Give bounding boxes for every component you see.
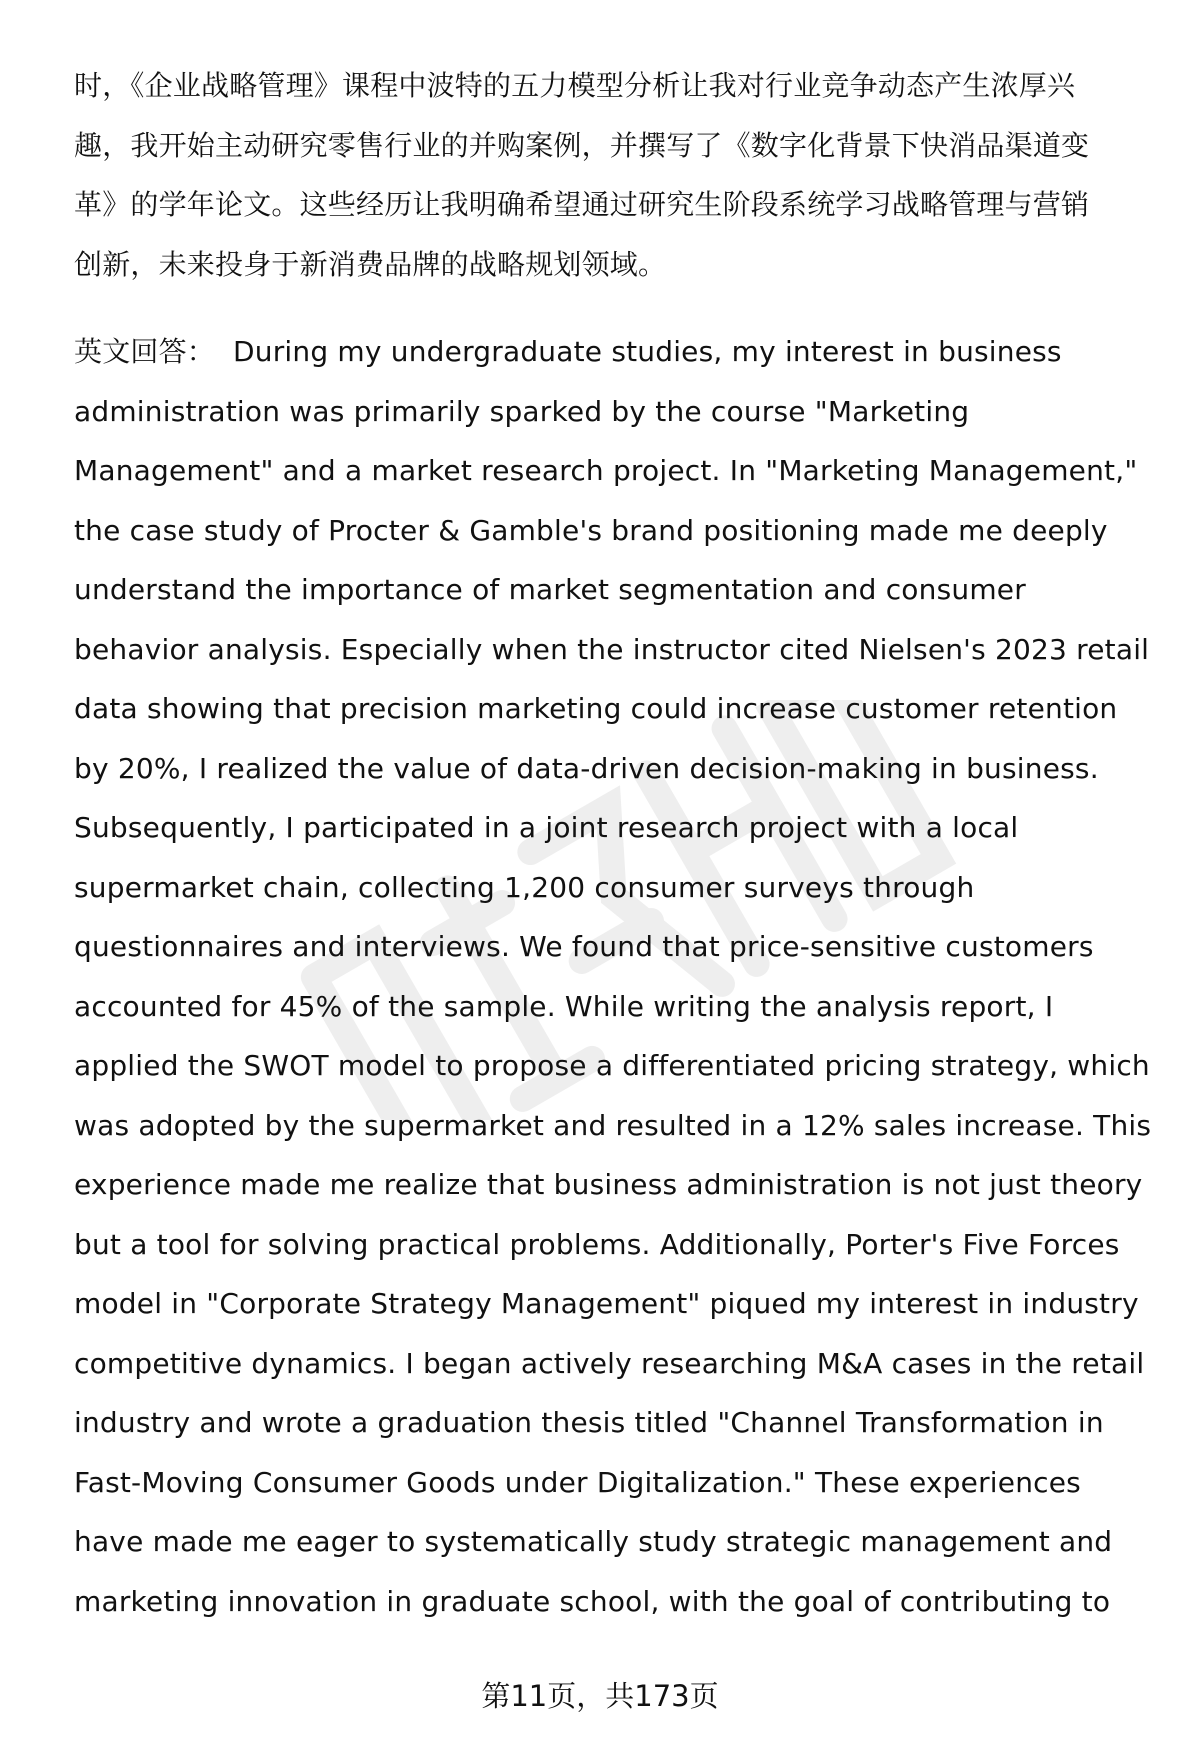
document-body [74,56,1154,1631]
en-line: experience made me realize that business administration is not just theory [74,1168,1143,1201]
english-answer-paragraph [74,322,1154,1631]
en-line: industry and wrote a graduation thesis titled "Channel Transformation in [74,1406,1104,1439]
en-line: supermarket chain, collecting 1,200 consumer surveys through [74,870,975,904]
zh-line: 革》的学年论文。这些经历让我明确希望通过研究生阶段系统学习战略管理与营销 [74,188,1090,221]
en-line: by 20%, I realized the value of data-driven decision-making in business. [74,751,1099,785]
en-line: but a tool for solving practical problems. Additionally, Porter's Five Forces [74,1227,1120,1261]
en-line: competitive dynamics. I began actively researching M&A cases in the retail [74,1346,1145,1380]
en-line: During my undergraduate studies, my interest in business [233,335,1062,368]
en-line: model in "Corporate Strategy Management" piqued my interest in industry [74,1287,1139,1320]
en-line: applied the SWOT model to propose a differentiated pricing strategy, which [74,1049,1150,1082]
zh-line: 时，《企业战略管理》课程中波特的五力模型分析让我对行业竞争动态产生浓厚兴 [74,69,1076,102]
en-first-line [74,322,1154,382]
chinese-answer-paragraph [74,56,1154,294]
en-line: marketing innovation in graduate school, with the goal of contributing to [74,1584,1111,1618]
en-line: administration was primarily sparked by the course "Marketing [74,394,970,428]
en-line: Fast-Moving Consumer Goods under Digitalization." These experiences [74,1465,1081,1499]
en-line: have made me eager to systematically study strategic management and [74,1525,1113,1558]
page-number-footer: 第11页，共173页 [481,1679,719,1713]
en-line: the case study of Procter & Gamble's brand positioning made me deeply [74,513,1108,547]
zh-line: 创新，未来投身于新消费品牌的战略规划领域。 [74,247,667,281]
en-line: questionnaires and interviews. We found that price-sensitive customers [74,930,1094,963]
en-line: Management" and a market research project. In "Marketing Management," [74,454,1138,487]
zh-line: 趣，我开始主动研究零售行业的并购案例，并撰写了《数字化背景下快消品渠道变 [74,128,1090,162]
en-line: was adopted by the supermarket and resulted in a 12% sales increase. This [74,1108,1152,1142]
en-line: Subsequently, I participated in a joint research project with a local [74,811,1019,844]
english-answer-label: 英文回答： [74,335,216,368]
en-line: understand the importance of market segmentation and consumer [74,573,1026,606]
en-line: accounted for 45% of the sample. While writing the analysis report, I [74,989,1054,1023]
en-line: data showing that precision marketing could increase customer retention [74,692,1118,725]
en-line: behavior analysis. Especially when the instructor cited Nielsen's 2023 retail [74,632,1150,666]
